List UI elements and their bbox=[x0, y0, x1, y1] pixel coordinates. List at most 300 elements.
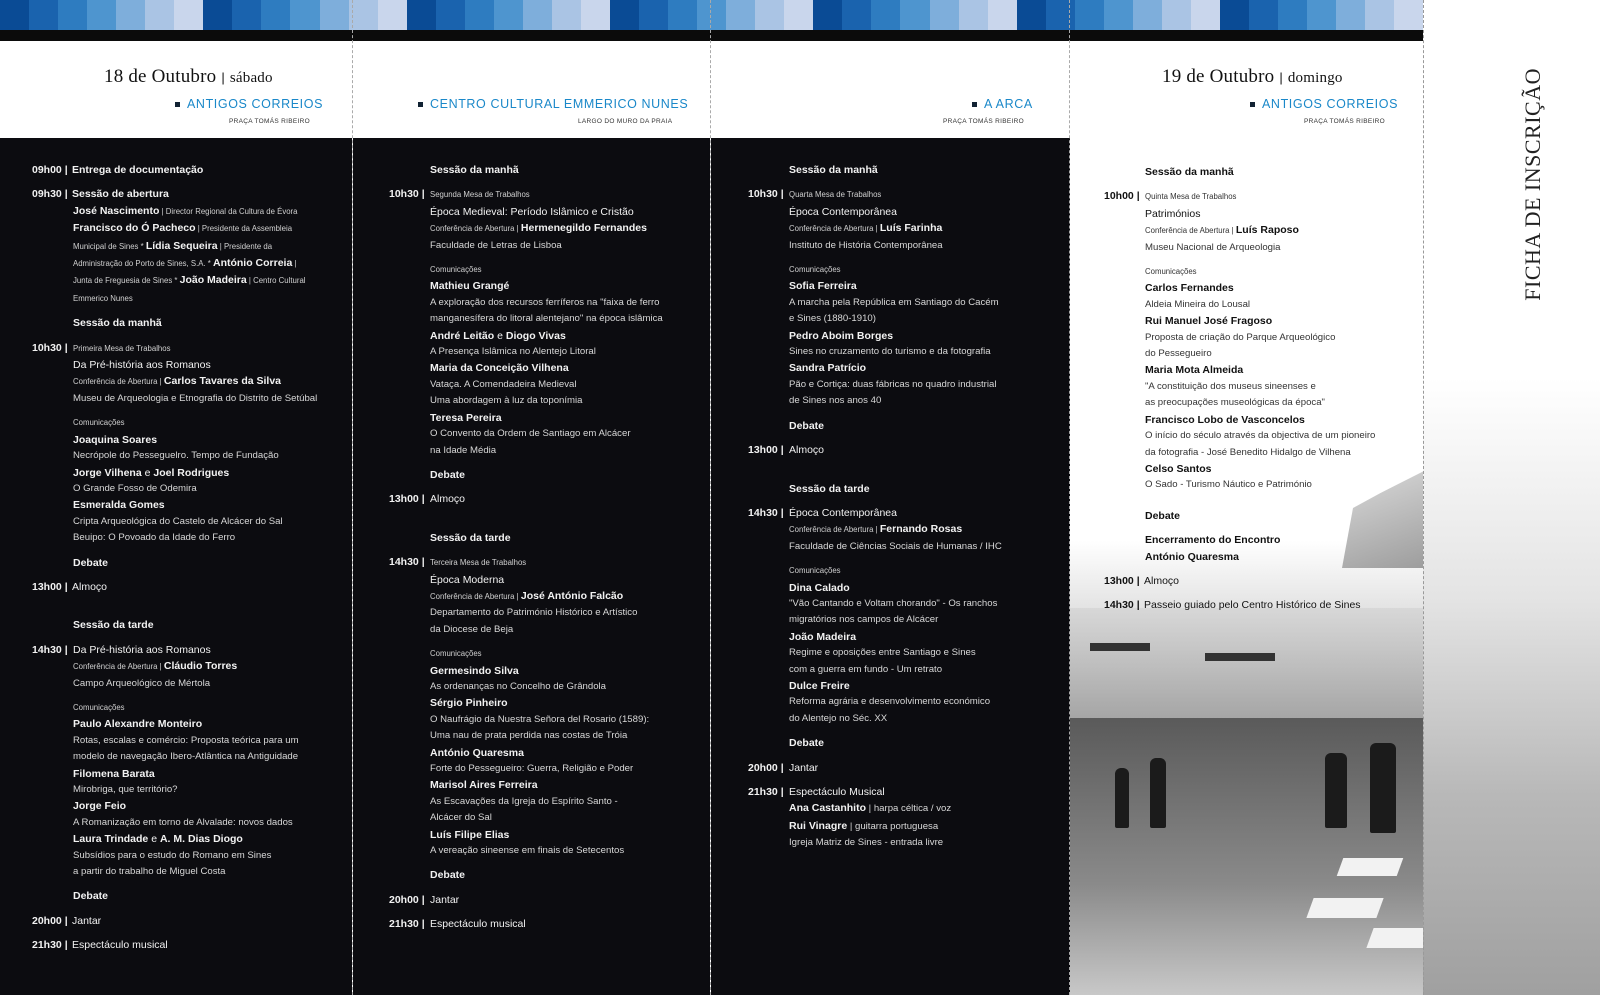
venue3-name: A ARCA bbox=[984, 97, 1033, 111]
schedule-row bbox=[748, 442, 1063, 458]
venue2-address: LARGO DO MURO DA PRAIA bbox=[578, 118, 673, 125]
spacer bbox=[389, 908, 704, 916]
photo-ship bbox=[1090, 643, 1150, 651]
keynote-institution: da Diocese de Beja bbox=[430, 623, 514, 635]
strip-segment bbox=[145, 0, 174, 30]
speaker-name: Dulce Freire bbox=[789, 679, 850, 692]
spacer bbox=[32, 332, 342, 340]
program-day1-col1 bbox=[32, 162, 342, 954]
speaker-name: Diogo Vivas bbox=[505, 329, 566, 342]
speaker-name: Maria da Conceição Vilhena bbox=[430, 362, 569, 375]
venue3-address: PRAÇA TOMÁS RIBEIRO bbox=[943, 118, 1024, 125]
talk-title: O Naufrágio da Nuestra Señora del Rosario (1589): bbox=[430, 713, 650, 725]
spacer bbox=[389, 884, 704, 892]
speaker-name: Pedro Aboim Borges bbox=[789, 329, 894, 342]
strip-segment bbox=[726, 0, 755, 30]
keynote-line bbox=[73, 373, 342, 390]
day1-date: 18 de Outubro bbox=[104, 66, 217, 87]
spacer bbox=[389, 546, 704, 554]
speaker-name: Luís Filipe Elias bbox=[430, 828, 510, 841]
speaker-name: Joaquina Soares bbox=[73, 433, 158, 446]
spacer bbox=[430, 254, 704, 262]
strip-segment bbox=[668, 0, 697, 30]
schedule-row bbox=[389, 491, 704, 507]
time: 13h00 | bbox=[32, 580, 68, 593]
spacer bbox=[748, 776, 1063, 784]
spacer bbox=[430, 638, 704, 646]
panel-theme: Época Medieval: Período Islâmico e Cristão bbox=[430, 205, 634, 218]
session-title: Sessão da manhã bbox=[73, 317, 162, 330]
fold-line bbox=[352, 0, 353, 995]
strip-segment bbox=[1249, 0, 1278, 30]
speaker-line bbox=[73, 255, 342, 272]
speaker-line bbox=[73, 203, 342, 220]
keynote-label: Conferência de Abertura | bbox=[789, 525, 880, 535]
spacer bbox=[789, 410, 1063, 418]
talk-title: "Vão Cantando e Voltam chorando" - Os ranchos bbox=[789, 597, 998, 609]
keynote-line bbox=[430, 588, 704, 605]
keynote-institution: Campo Arqueológico de Mértola bbox=[73, 677, 211, 689]
panel-number: Terceira Mesa de Trabalhos bbox=[430, 558, 527, 568]
speaker-name: Paulo Alexandre Monteiro bbox=[73, 718, 203, 731]
spacer bbox=[430, 459, 704, 467]
speaker-name: Jorge Vilhena bbox=[73, 466, 142, 479]
talk-title: As Escavações da Igreja do Espírito Santo - bbox=[430, 795, 618, 807]
schedule-row bbox=[389, 186, 704, 203]
label: Jantar bbox=[72, 914, 102, 927]
spacer bbox=[32, 634, 342, 642]
keynote-speaker: Carlos Tavares da Silva bbox=[163, 375, 282, 388]
speaker-line bbox=[73, 272, 342, 289]
program-day1-col2 bbox=[389, 162, 704, 933]
communications-heading: Comunicações bbox=[430, 265, 482, 275]
panel-block bbox=[389, 204, 704, 484]
strip-segment bbox=[813, 0, 842, 30]
photo-tent bbox=[1366, 928, 1423, 948]
talk-title: Vataça. A Comendadeira Medieval bbox=[430, 378, 577, 390]
strip-segment bbox=[290, 0, 319, 30]
keynote-institution: Departamento do Património Histórico e Artístico bbox=[430, 607, 638, 619]
venue1 bbox=[175, 97, 323, 111]
speaker-name: António Quaresma bbox=[430, 746, 524, 759]
talk-title: Proposta de criação do Parque Arqueológico bbox=[1145, 331, 1336, 343]
keynote-speaker: José António Falcão bbox=[520, 589, 624, 602]
talk-title: "A constituição dos museus sineenses e bbox=[1145, 380, 1316, 392]
talk-title: do Pessegueiro bbox=[1145, 348, 1212, 360]
performer-name: Ana Castanhito bbox=[789, 802, 867, 815]
spacer bbox=[789, 727, 1063, 735]
speaker-name: Jorge Feio bbox=[73, 800, 127, 813]
time: 10h30 | bbox=[389, 188, 425, 201]
panel-number: Quarta Mesa de Trabalhos bbox=[789, 190, 882, 200]
strip-segment bbox=[900, 0, 929, 30]
talk-title: Sines no cruzamento do turismo e da fotografia bbox=[789, 346, 991, 358]
keynote-speaker: Hermenegildo Fernandes bbox=[520, 222, 647, 235]
session-title: Sessão da tarde bbox=[430, 531, 511, 544]
strip-segment bbox=[842, 0, 871, 30]
speaker-role: Emmerico Nunes bbox=[73, 293, 133, 303]
time: 13h00 | bbox=[1104, 574, 1140, 587]
strip-segment bbox=[1017, 0, 1046, 30]
venue1-address: PRAÇA TOMÁS RIBEIRO bbox=[229, 118, 310, 125]
header bbox=[0, 41, 1423, 138]
registration-title: FICHA DE INSCRIÇÃO bbox=[1520, 68, 1545, 301]
speaker-role: | Presidente da bbox=[217, 241, 273, 251]
time: 14h30 | bbox=[32, 643, 68, 656]
talk-title: As ordenanças no Concelho de Grândola bbox=[430, 680, 607, 692]
talk-title: Alcácer do Sal bbox=[430, 812, 492, 824]
speaker-line bbox=[430, 328, 704, 344]
spacer bbox=[73, 547, 342, 555]
time: 14h30 | bbox=[748, 506, 784, 519]
debate: Debate bbox=[430, 468, 466, 481]
time: 21h30 | bbox=[389, 918, 425, 931]
talk-title: Pão e Cortiça: duas fábricas no quadro industrial bbox=[789, 378, 997, 390]
strip-segment bbox=[494, 0, 523, 30]
schedule-row bbox=[1104, 573, 1404, 589]
speaker-role: | bbox=[292, 259, 297, 269]
schedule-row bbox=[389, 916, 704, 932]
time: 10h00 | bbox=[1104, 190, 1140, 203]
panel-block bbox=[389, 572, 704, 884]
label: Entrega de documentação bbox=[72, 164, 204, 176]
speaker-name: Francisco do Ó Pacheco bbox=[73, 222, 196, 235]
photo-ship bbox=[1205, 653, 1275, 661]
talk-title: O Grande Fosso de Odemira bbox=[73, 482, 197, 494]
label: Da Pré-história aos Romanos bbox=[73, 643, 211, 656]
time: 09h30 | bbox=[32, 188, 68, 201]
speaker-line bbox=[73, 290, 342, 307]
strip-segment bbox=[116, 0, 145, 30]
spacer bbox=[1145, 524, 1404, 532]
label: Jantar bbox=[789, 761, 819, 774]
strip-segment bbox=[610, 0, 639, 30]
keynote-institution: Museu Nacional de Arqueologia bbox=[1145, 241, 1281, 253]
strip-segment bbox=[697, 0, 726, 30]
strip-segment bbox=[1307, 0, 1336, 30]
keynote-label: Conferência de Abertura | bbox=[789, 224, 880, 234]
talk-title: A Presença Islâmica no Alentejo Litoral bbox=[430, 346, 596, 358]
spacer bbox=[389, 483, 704, 491]
spacer bbox=[1104, 180, 1404, 188]
venue2 bbox=[418, 97, 688, 111]
communications-heading: Comunicações bbox=[1145, 267, 1197, 277]
strip-segment bbox=[581, 0, 610, 30]
speaker-name: Mathieu Grangé bbox=[430, 280, 510, 293]
debate: Debate bbox=[789, 419, 825, 432]
session-title: Sessão da tarde bbox=[73, 619, 154, 632]
spacer bbox=[389, 508, 704, 530]
spacer bbox=[748, 752, 1063, 760]
strip-segment bbox=[407, 0, 436, 30]
talk-title: Subsídios para o estudo do Romano em Sines bbox=[73, 849, 272, 861]
label: Época Contemporânea bbox=[789, 506, 897, 519]
label: Passeio guiado pelo Centro Histórico de Sines bbox=[1144, 599, 1361, 612]
panel-theme: Época Contemporânea bbox=[789, 205, 897, 218]
spacer bbox=[1104, 565, 1404, 573]
keynote-label: Conferência de Abertura | bbox=[1145, 226, 1236, 236]
conjunction: e bbox=[141, 466, 154, 479]
schedule-row bbox=[32, 186, 342, 202]
spacer bbox=[748, 459, 1063, 481]
strip-segment bbox=[232, 0, 261, 30]
speaker-line bbox=[73, 831, 342, 847]
strip-segment bbox=[203, 0, 232, 30]
schedule-row bbox=[32, 340, 342, 357]
keynote-speaker: Luís Raposo bbox=[1235, 224, 1299, 237]
talk-title: com a guerra em fundo - Um retrato bbox=[789, 663, 943, 675]
keynote-label: Conferência de Abertura | bbox=[430, 591, 521, 601]
speaker-role: Municipal de Sines * bbox=[73, 241, 146, 251]
panel-number: Segunda Mesa de Trabalhos bbox=[430, 190, 530, 200]
strip-segment bbox=[1365, 0, 1394, 30]
time: 21h30 | bbox=[32, 939, 68, 952]
talk-title: e Sines (1880-1910) bbox=[789, 313, 876, 325]
strip-segment bbox=[930, 0, 959, 30]
communications-heading: Comunicações bbox=[789, 566, 841, 576]
talk-title: A Romanização em torno de Alvalade: novos dados bbox=[73, 816, 293, 828]
program-day2 bbox=[1104, 164, 1404, 614]
keynote-label: Conferência de Abertura | bbox=[73, 662, 164, 672]
strip-segment bbox=[261, 0, 290, 30]
closing-speaker: António Quaresma bbox=[1145, 550, 1239, 563]
communications-heading: Comunicações bbox=[73, 702, 125, 712]
debate: Debate bbox=[1145, 509, 1181, 522]
spacer bbox=[1104, 589, 1404, 597]
time: 14h30 | bbox=[1104, 599, 1140, 612]
spacer bbox=[1145, 256, 1404, 264]
speaker-line bbox=[73, 220, 342, 237]
talk-title: Forte do Pessegueiro: Guerra, Religião e Poder bbox=[430, 763, 634, 774]
speaker-name: Sérgio Pinheiro bbox=[430, 697, 508, 710]
schedule-row bbox=[748, 186, 1063, 203]
communications-heading: Comunicações bbox=[789, 265, 841, 275]
keynote-line bbox=[1145, 222, 1404, 239]
spacer bbox=[430, 859, 704, 867]
spacer bbox=[73, 407, 342, 415]
photo-sea bbox=[1070, 608, 1423, 728]
strip-segment bbox=[552, 0, 581, 30]
panel-block bbox=[1104, 206, 1404, 565]
venue3 bbox=[972, 97, 1033, 111]
speaker-name: Celso Santos bbox=[1145, 462, 1212, 475]
speaker-name: Dina Calado bbox=[789, 581, 850, 594]
strip-segment bbox=[784, 0, 813, 30]
bullet-square-icon bbox=[1250, 102, 1255, 107]
speaker-name: André Leitão bbox=[430, 329, 495, 342]
speaker-name: Esmeralda Gomes bbox=[73, 499, 165, 512]
talk-title: migratórios nos campos de Alcácer bbox=[789, 614, 939, 626]
spacer bbox=[73, 880, 342, 888]
talk-title: Reforma agrária e desenvolvimento económico bbox=[789, 696, 991, 708]
day2-sep: | bbox=[1279, 70, 1283, 85]
speaker-name: Francisco Lobo de Vasconcelos bbox=[1145, 413, 1305, 426]
talk-title: O Sado - Turismo Náutico e Património bbox=[1145, 479, 1312, 491]
speaker-name: Carlos Fernandes bbox=[1145, 282, 1234, 295]
speaker-line bbox=[73, 238, 342, 255]
schedule-row bbox=[748, 784, 1063, 800]
keynote-label: Conferência de Abertura | bbox=[430, 224, 521, 234]
time: 13h00 | bbox=[389, 493, 425, 506]
day2-weekday: domingo bbox=[1287, 70, 1343, 86]
day2-title bbox=[1162, 66, 1343, 88]
schedule-row bbox=[748, 505, 1063, 521]
strip-segment bbox=[959, 0, 988, 30]
schedule-row bbox=[32, 913, 342, 929]
strip-segment bbox=[378, 0, 407, 30]
panel-block bbox=[32, 658, 342, 905]
speaker-name: Joel Rodrigues bbox=[153, 466, 230, 479]
spacer bbox=[748, 178, 1063, 186]
talk-title: Rotas, escalas e comércio: Proposta teórica para um bbox=[73, 734, 299, 746]
program-day1-col3 bbox=[748, 162, 1063, 852]
photo-figure bbox=[1325, 753, 1347, 828]
speaker-name: Sofia Ferreira bbox=[789, 280, 857, 293]
talk-title: Uma abordagem à luz da toponímia bbox=[430, 395, 583, 407]
photo-tent bbox=[1337, 858, 1404, 876]
label: Almoço bbox=[72, 580, 108, 593]
label: Espectáculo Musical bbox=[789, 786, 885, 798]
keynote-line bbox=[430, 220, 704, 237]
venue4-address: PRAÇA TOMÁS RIBEIRO bbox=[1304, 118, 1385, 125]
talk-title: A marcha pela República em Santiago do Cacém bbox=[789, 296, 999, 308]
talk-title: a partir do trabalho de Miguel Costa bbox=[73, 866, 226, 878]
spacer bbox=[748, 497, 1063, 505]
keynote-speaker: Fernando Rosas bbox=[879, 523, 963, 536]
keynote-institution: Instituto de História Contemporânea bbox=[789, 239, 943, 251]
spacer bbox=[789, 555, 1063, 563]
speaker-name: Marisol Aires Ferreira bbox=[430, 779, 538, 792]
time: 09h00 | bbox=[32, 164, 68, 176]
session-title: Sessão da manhã bbox=[430, 164, 519, 176]
talk-title: modelo de navegação Ibero-Atlântica na Antiguidade bbox=[73, 751, 299, 763]
strip-segment bbox=[1075, 0, 1104, 30]
schedule-row bbox=[748, 760, 1063, 776]
strip-segment bbox=[1336, 0, 1365, 30]
time: 10h30 | bbox=[748, 188, 784, 201]
talk-title: Necrópole do Pesseguelro. Tempo de Fundação bbox=[73, 450, 279, 462]
session-title: Sessão da tarde bbox=[789, 482, 870, 495]
talk-title: manganesífera do litoral alentejano" na época islâmica bbox=[430, 313, 663, 325]
venue1-name: ANTIGOS CORREIOS bbox=[187, 97, 324, 111]
strip-segment bbox=[320, 0, 349, 30]
time: 20h00 | bbox=[389, 893, 425, 906]
speaker-name: Teresa Pereira bbox=[430, 411, 502, 424]
strip-segment bbox=[1133, 0, 1162, 30]
day1-weekday: sábado bbox=[229, 70, 273, 86]
closing-title: Encerramento do Encontro bbox=[1145, 534, 1281, 547]
schedule-row bbox=[32, 579, 342, 595]
spacer bbox=[73, 307, 342, 315]
top-bar bbox=[0, 30, 1423, 41]
communications-heading: Comunicações bbox=[430, 649, 482, 659]
schedule-row bbox=[32, 937, 342, 953]
keynote-label: Conferência de Abertura | bbox=[73, 377, 164, 387]
strip-segment bbox=[436, 0, 465, 30]
strip-segment bbox=[988, 0, 1017, 30]
performer-role: | harpa céltica / voz bbox=[866, 803, 952, 815]
performer-line bbox=[789, 818, 1063, 835]
talk-title: Beuipo: O Povoado da Idade do Ferro bbox=[73, 532, 236, 544]
label: Jantar bbox=[430, 893, 460, 906]
time: 14h30 | bbox=[389, 556, 425, 569]
spacer bbox=[32, 571, 342, 579]
spacer bbox=[1145, 494, 1404, 508]
panel-theme: Patrimónios bbox=[1145, 207, 1201, 220]
speaker-role: Junta de Freguesia de Sines * bbox=[73, 276, 180, 286]
speaker-name: José Nascimento bbox=[73, 204, 160, 217]
cut-line bbox=[1423, 0, 1424, 995]
spacer bbox=[389, 178, 704, 186]
spacer bbox=[32, 595, 342, 617]
speaker-name: Germesindo Silva bbox=[430, 664, 519, 677]
strip-segment bbox=[1220, 0, 1249, 30]
keynote-line bbox=[789, 220, 1063, 237]
debate: Debate bbox=[73, 556, 109, 569]
panel-block bbox=[32, 357, 342, 571]
debate: Debate bbox=[430, 869, 466, 882]
strip-segment bbox=[29, 0, 58, 30]
strip-segment bbox=[1046, 0, 1075, 30]
panel-number: Quinta Mesa de Trabalhos bbox=[1145, 192, 1237, 202]
speaker-name: Rui Manuel José Fragoso bbox=[1145, 315, 1273, 328]
keynote-line bbox=[789, 521, 1063, 538]
strip-segment bbox=[174, 0, 203, 30]
photo-tent bbox=[1306, 898, 1383, 918]
speaker-name: Filomena Barata bbox=[73, 767, 155, 780]
speaker-name: Sandra Patrício bbox=[789, 362, 867, 375]
strip-segment bbox=[1394, 0, 1423, 30]
keynote-speaker: Cláudio Torres bbox=[163, 660, 238, 673]
spacer bbox=[32, 178, 342, 186]
talk-title: A vereação sineense em finais de Setecentos bbox=[430, 845, 625, 857]
strip-segment bbox=[58, 0, 87, 30]
schedule-row bbox=[1104, 597, 1404, 613]
panel-theme: Da Pré-história aos Romanos bbox=[73, 359, 211, 372]
panel-theme: Época Moderna bbox=[430, 573, 505, 586]
strip-segment bbox=[639, 0, 668, 30]
talk-title: Mirobriga, que território? bbox=[73, 784, 178, 795]
keynote-line bbox=[73, 658, 342, 675]
talk-title: Regime e oposições entre Santiago e Sines bbox=[789, 647, 976, 659]
talk-title: O Convento da Ordem de Santiago em Alcácer bbox=[430, 428, 631, 440]
session-title: Sessão da manhã bbox=[789, 164, 878, 176]
venue4-name: ANTIGOS CORREIOS bbox=[1262, 97, 1399, 111]
spacer bbox=[32, 929, 342, 937]
spacer bbox=[73, 692, 342, 700]
performer-name: Rui Vinagre bbox=[789, 819, 848, 832]
schedule-row bbox=[389, 892, 704, 908]
strip-segment bbox=[755, 0, 784, 30]
speaker-name: António Correia bbox=[212, 257, 293, 270]
talk-title: Uma nau de prata perdida nas costas de Tróia bbox=[430, 730, 628, 742]
day2-date: 19 de Outubro bbox=[1162, 66, 1275, 87]
strip-segment bbox=[1162, 0, 1191, 30]
venue4 bbox=[1250, 97, 1398, 111]
panel-block bbox=[748, 521, 1063, 751]
photo-figure bbox=[1115, 768, 1129, 828]
talk-title: na Idade Média bbox=[430, 444, 497, 456]
time: 13h00 | bbox=[748, 444, 784, 457]
photo-figure bbox=[1370, 743, 1396, 833]
panel-block bbox=[748, 204, 1063, 434]
communications-heading: Comunicações bbox=[73, 418, 125, 428]
performer-line bbox=[789, 800, 1063, 817]
strip-segment bbox=[1104, 0, 1133, 30]
speaker-name: Lídia Sequeira bbox=[145, 239, 218, 252]
time: 21h30 | bbox=[748, 786, 784, 798]
strip-segment bbox=[523, 0, 552, 30]
